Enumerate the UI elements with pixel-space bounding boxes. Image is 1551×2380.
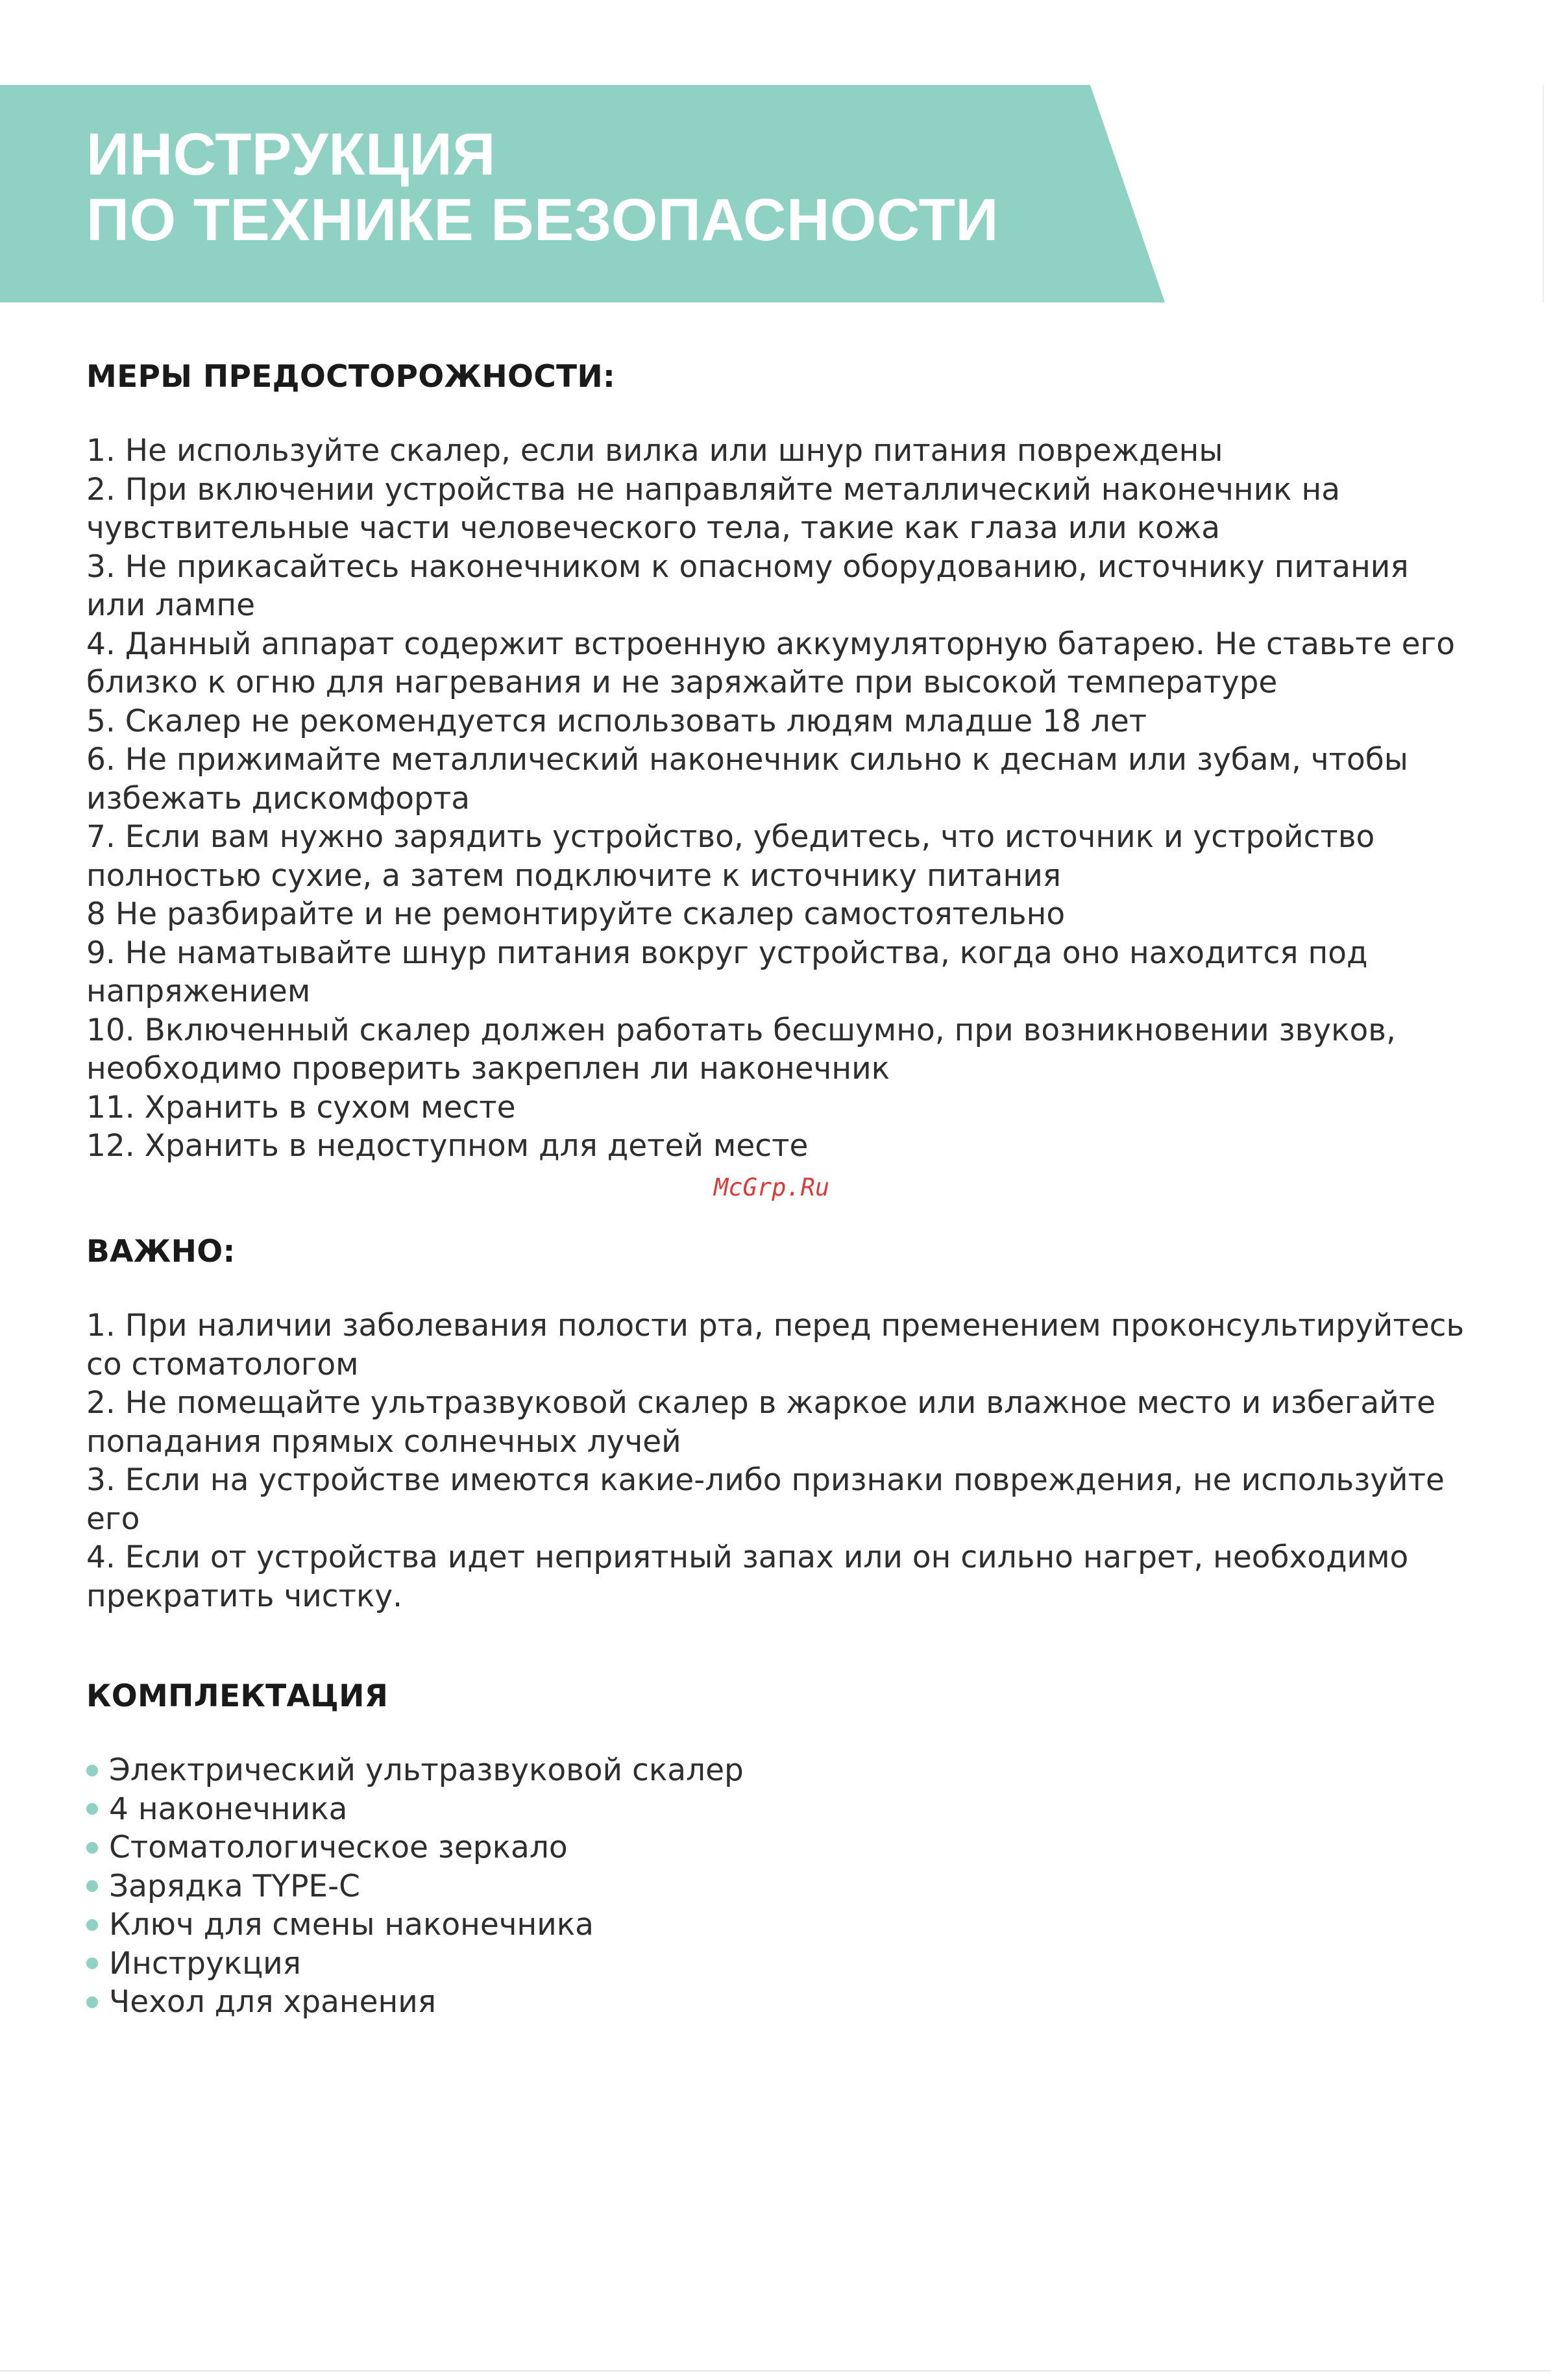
precautions-section bbox=[86, 358, 1469, 1166]
page-edge-divider bbox=[1543, 85, 1544, 302]
bullet-dot-icon bbox=[86, 1957, 98, 1969]
precaution-item: 3. Не прикасайтесь наконечником к опасному оборудованию, источнику питания или лампе bbox=[86, 548, 1409, 623]
page-title bbox=[86, 122, 999, 253]
page-title-line-2: ПО ТЕХНИКЕ БЕЗОПАСНОСТИ bbox=[86, 187, 999, 253]
bullet-dot-icon bbox=[86, 1996, 98, 2008]
important-item: 2. Не помещайте ультразвуковой скалер в жаркое или влажное место и избегайте попадания прямых солнечных лучей bbox=[86, 1385, 1436, 1460]
contents-item-label: Электрический ультразвуковой скалер bbox=[109, 1752, 744, 1788]
watermark-text: McGrp.Ru bbox=[714, 1173, 830, 1201]
precaution-item: 6. Не прижимайте металлический наконечник сильно к деснам или зубам, чтобы избежать дискомфорта bbox=[86, 742, 1408, 816]
bullet-dot-icon bbox=[86, 1765, 98, 1776]
contents-item bbox=[86, 1790, 1469, 1829]
precautions-heading: МЕРЫ ПРЕДОСТОРОЖНОСТИ: bbox=[86, 359, 616, 395]
bullet-dot-icon bbox=[86, 1880, 98, 1892]
contents-item bbox=[86, 1828, 1469, 1867]
contents-item-label: Ключ для смены наконечника bbox=[109, 1907, 594, 1943]
precaution-item: 10. Включенный скалер должен работать бесшумно, при возникновении звуков, необходимо проверить закреплен ли наконечник bbox=[86, 1012, 1396, 1086]
bullet-dot-icon bbox=[86, 1842, 98, 1854]
contents-item bbox=[86, 1751, 1469, 1790]
contents-item-label: 4 наконечника bbox=[109, 1791, 348, 1827]
precaution-item: 1. Не используйте скалер, если вилка или шнур питания повреждены bbox=[86, 433, 1223, 469]
contents-item-label: Зарядка TYPE-C bbox=[109, 1868, 360, 1904]
bullet-dot-icon bbox=[86, 1919, 98, 1931]
bullet-dot-icon bbox=[86, 1803, 98, 1815]
important-list bbox=[86, 1307, 1469, 1615]
precaution-item: 2. При включении устройства не направляйте металлический наконечник на чувствительные части человеческого тела, такие как глаза или кожа bbox=[86, 471, 1341, 546]
contents-item-label: Инструкция bbox=[109, 1945, 301, 1981]
contents-item bbox=[86, 1906, 1469, 1944]
page-title-line-1: ИНСТРУКЦИЯ bbox=[86, 121, 496, 188]
precaution-item: 4. Данный аппарат содержит встроенную аккумуляторную батарею. Не ставьте его близко к огню для нагревания и не заряжайте при высокой температуре bbox=[86, 626, 1455, 700]
contents-section bbox=[86, 1678, 1469, 2022]
contents-item-label: Стоматологическое зеркало bbox=[109, 1830, 568, 1865]
important-item: 1. При наличии заболевания полости рта, перед пременением проконсультируйтесь со стоматологом bbox=[86, 1308, 1465, 1382]
precautions-list bbox=[86, 432, 1469, 1166]
important-heading: ВАЖНО: bbox=[86, 1234, 236, 1270]
contents-item bbox=[86, 1983, 1469, 2022]
precaution-item: 5. Скалер не рекомендуется использовать людям младше 18 лет bbox=[86, 703, 1147, 739]
important-section bbox=[86, 1233, 1469, 1615]
precaution-item: 7. Если вам нужно зарядить устройство, убедитесь, что источник и устройство полностью сухие, а затем подключите к источнику питания bbox=[86, 819, 1375, 894]
contents-item-label: Чехол для хранения bbox=[109, 1984, 437, 2020]
important-item: 4. Если от устройства идет неприятный запах или он сильно нагрет, необходимо прекратить чистку. bbox=[86, 1540, 1409, 1614]
contents-heading: КОМПЛЕКТАЦИЯ bbox=[86, 1678, 389, 1714]
contents-item bbox=[86, 1944, 1469, 1983]
page-bottom-divider bbox=[0, 2370, 1551, 2372]
contents-list bbox=[86, 1751, 1469, 2022]
contents-item bbox=[86, 1867, 1469, 1906]
precaution-item: 11. Хранить в сухом месте bbox=[86, 1089, 516, 1125]
precaution-item: 8 Не разбирайте и не ремонтируйте скалер самостоятельно bbox=[86, 896, 1066, 932]
precaution-item: 9. Не наматывайте шнур питания вокруг устройства, когда оно находится под напряжением bbox=[86, 935, 1368, 1009]
precaution-item: 12. Хранить в недоступном для детей месте bbox=[86, 1128, 809, 1164]
important-item: 3. Если на устройстве имеются какие-либо признаки повреждения, не используйте его bbox=[86, 1462, 1445, 1537]
